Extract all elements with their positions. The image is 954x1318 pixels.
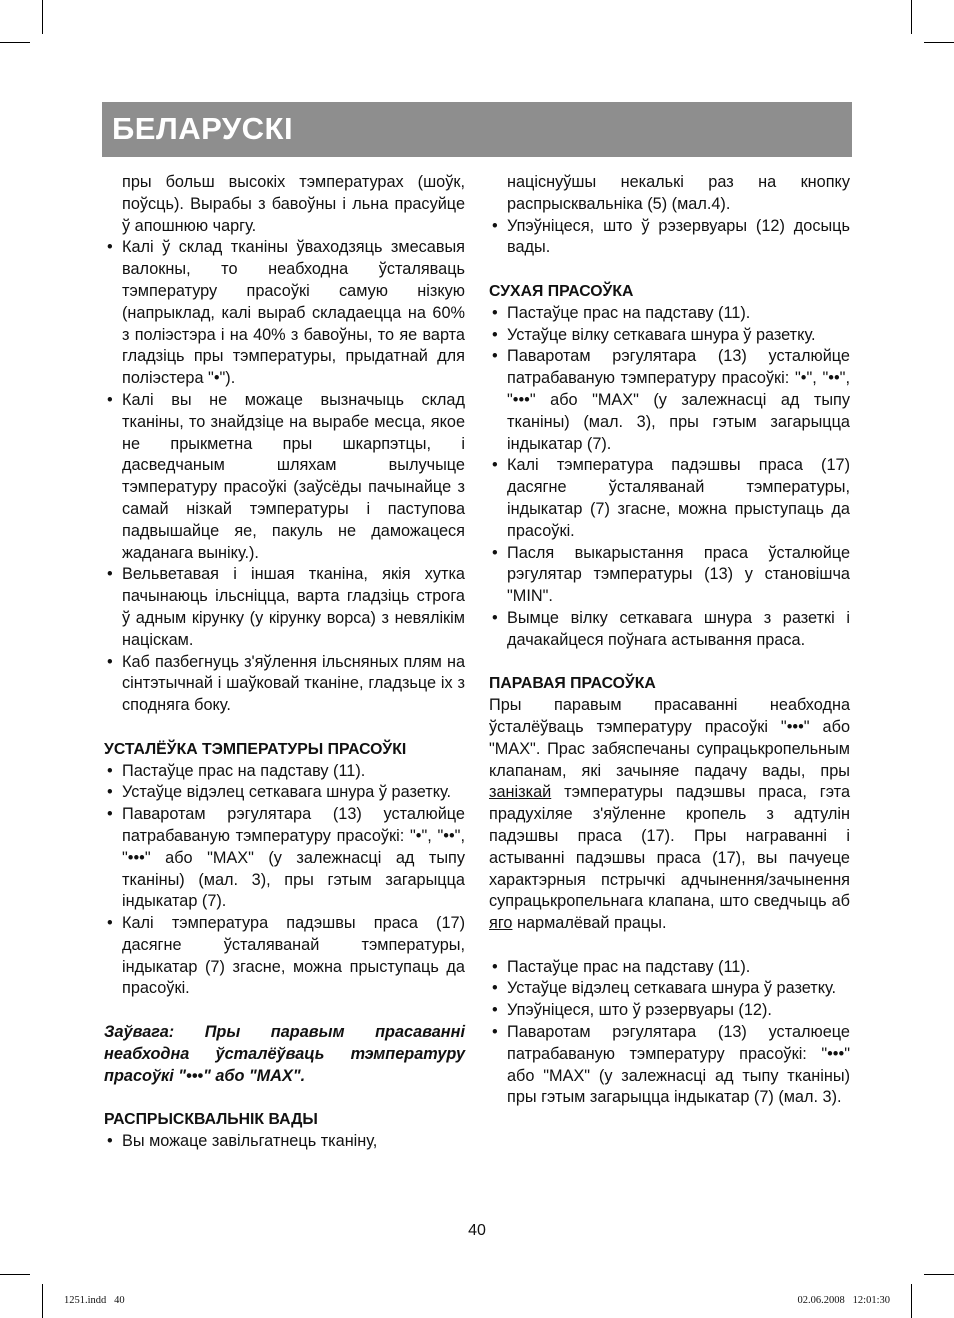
list-item: • Пастаўце прас на падставу (11). bbox=[107, 761, 366, 780]
crop-mark bbox=[911, 0, 912, 34]
list-item: • Пастаўце прас на падставу (11). bbox=[492, 303, 751, 322]
list-item: • Калі вы не можаце вызначыць склад тканіны, то знайдзіце на вырабе месца, якое не прыкметна пры шкарпэтцы, і дасведчаным шляхам вылучыце тэмпературу прасоўкі (заўсёды пачынайце з самай нізкай тэмпературы і паступова падвышайце яе, пакуль не даможацеся жаданага выніку.). bbox=[107, 390, 465, 562]
list-item: • Паваротам рэгулятара (13) усталюйце патрабаваную тэмпературу прасоўкі: "•", "••", "•••" або "MAX" (у залежнасці ад тыпу тканіны) (мал. 3), пры гэтым загарыцца індыкатар (7). bbox=[492, 347, 850, 453]
list-item: • Устаўце відэлец сеткавага шнура ў разетку. bbox=[492, 979, 837, 998]
language-banner bbox=[102, 102, 852, 157]
list-item: • Упэўніцеся, што ў рэзервуары (12). bbox=[492, 1001, 772, 1020]
bullet-list bbox=[489, 303, 850, 652]
crop-mark bbox=[0, 42, 30, 43]
section-heading: РАСПРЫСКВАЛЬНІК ВАДЫ bbox=[104, 1111, 318, 1129]
list-item: • Паваротам рэгулятара (13) усталюйце патрабаваную тэмпературу прасоўкі: "•", "••", "•••" або "MAX" (у залежнасці ад тыпу тканіны) (мал. 3), пры гэтым загарыцца індыкатар (7). bbox=[107, 805, 465, 911]
list-item: • Калі тэмпература падэшвы праса (17) дасягне ўсталяванай тэмпературы, індыкатар (7) згасне, можна прыступаць да прасоўкі. bbox=[492, 456, 850, 540]
section-heading: УСТАЛЁЎКА ТЭМПЕРАТУРЫ ПРАСОЎКІ bbox=[104, 740, 407, 758]
page-title: БЕЛАРУСКІ bbox=[112, 111, 294, 146]
left-column bbox=[104, 172, 465, 1153]
file-info: 1251.indd 40 bbox=[64, 1295, 125, 1306]
intro-paragraph: пры больш высокіх тэмпературах (шоўк, поўсць). Вырабы з бавоўны і льна прасуйце ў апошнюю чаргу. bbox=[122, 173, 465, 235]
list-item: • Упэўніцеся, што ў рэзервуары (12) досыць вады. bbox=[492, 216, 850, 257]
list-item: • Паваротам рэгулятара (13) усталюеце патрабаваную тэмпературу прасоўкі: "•••" або "MAX" (у залежнасці ад тыпу тканіны) пры гэтым загарыцца індыкатар (7) (мал. 3). bbox=[492, 1023, 850, 1107]
list-item: • Вымце вілку сеткавага шнура з разеткі і дачакайцеся поўнага астывання праса. bbox=[492, 608, 850, 649]
page-number: 40 bbox=[468, 1222, 486, 1239]
list-item: • Устаўце вілку сеткавага шнура ў разетку. bbox=[492, 325, 816, 344]
list-item: • Калі тэмпература падэшвы праса (17) дасягне ўсталяванай тэмпературы, індыкатар (7) згасне, можна прыступаць да прасоўкі. bbox=[107, 914, 465, 998]
crop-mark bbox=[42, 0, 43, 34]
bullet-list bbox=[489, 957, 850, 1110]
list-item: • Пасля выкарыстання праса ўсталюйце рэгулятар тэмпературы (13) у становішча "MIN". bbox=[492, 543, 850, 606]
crop-mark bbox=[0, 1274, 30, 1275]
list-item: • Каб пазбегнуць з'яўлення ільсняных плям на сінтэтычнай і шаўковай тканіне, гладзьце іх з сподняга боку. bbox=[107, 652, 465, 715]
list-item: • Вы можаце завільгатнець тканіну, bbox=[107, 1132, 378, 1151]
bullet-list bbox=[104, 1131, 465, 1153]
bullet-list bbox=[489, 216, 850, 260]
body-paragraph: Пры паравым прасаванні неабходна ўсталёўваць тэмпературу прасоўкі "•••" або "MAX". Прас забяспечаны супрацькропельным клапанам, які зачыняе падачу вады, пры занізкай тэмпературы падэшвы праса, гэта прадухіляе з'яўленне кропель з адтулін падэшвы праса (17). Пры награванні і астыванні падэшвы праса (17), вы пачуеце характэрныя пстрычкі адчынення/зачынення супрацькропельнага клапана, што сведчыць аб яго нармалёвай працы. bbox=[489, 696, 850, 933]
list-item: • Вельветавая і іншая тканіна, якія хутка пачынаюць ільсніцца, варта гладзіць строга ў адным кірунку (у кірунку ворса) з невялікім націскам. bbox=[107, 565, 465, 649]
crop-mark bbox=[924, 42, 954, 43]
section-heading: СУХАЯ ПРАСОЎКА bbox=[489, 282, 634, 300]
crop-mark bbox=[911, 1284, 912, 1318]
bullet-list bbox=[104, 761, 465, 1001]
list-item: • Калі ў склад тканіны ўваходзяць змесавыя валокны, то неабходна ўсталяваць тэмпературу прасоўкі самую нізкую (напрыклад, калі выраб складаецца на 60% з поліэстэра і на 40% з бавоўны, то яе варта гладзіць пры тэмпературы, прыдатнай для поліэстера "•"). bbox=[107, 238, 465, 388]
continued-paragraph: націснуўшы некалькі раз на кнопку распрысквальніка (5) (мал.4). bbox=[507, 173, 850, 213]
crop-mark bbox=[42, 1284, 43, 1318]
section-heading: ПАРАВАЯ ПРАСОЎКА bbox=[489, 675, 656, 693]
date-info: 02.06.2008 12:01:30 bbox=[797, 1295, 890, 1306]
note-paragraph: Заўвага: Пры паравым прасаванні неабходна ўсталёўваць тэмпературу прасоўкі "•••" або "MAX". bbox=[104, 1023, 465, 1085]
list-item: • Устаўце відэлец сеткавага шнура ў разетку. bbox=[107, 783, 452, 802]
list-item: • Пастаўце прас на падставу (11). bbox=[492, 957, 751, 976]
right-column bbox=[489, 172, 850, 1109]
crop-mark bbox=[924, 1274, 954, 1275]
bullet-list bbox=[104, 237, 465, 717]
